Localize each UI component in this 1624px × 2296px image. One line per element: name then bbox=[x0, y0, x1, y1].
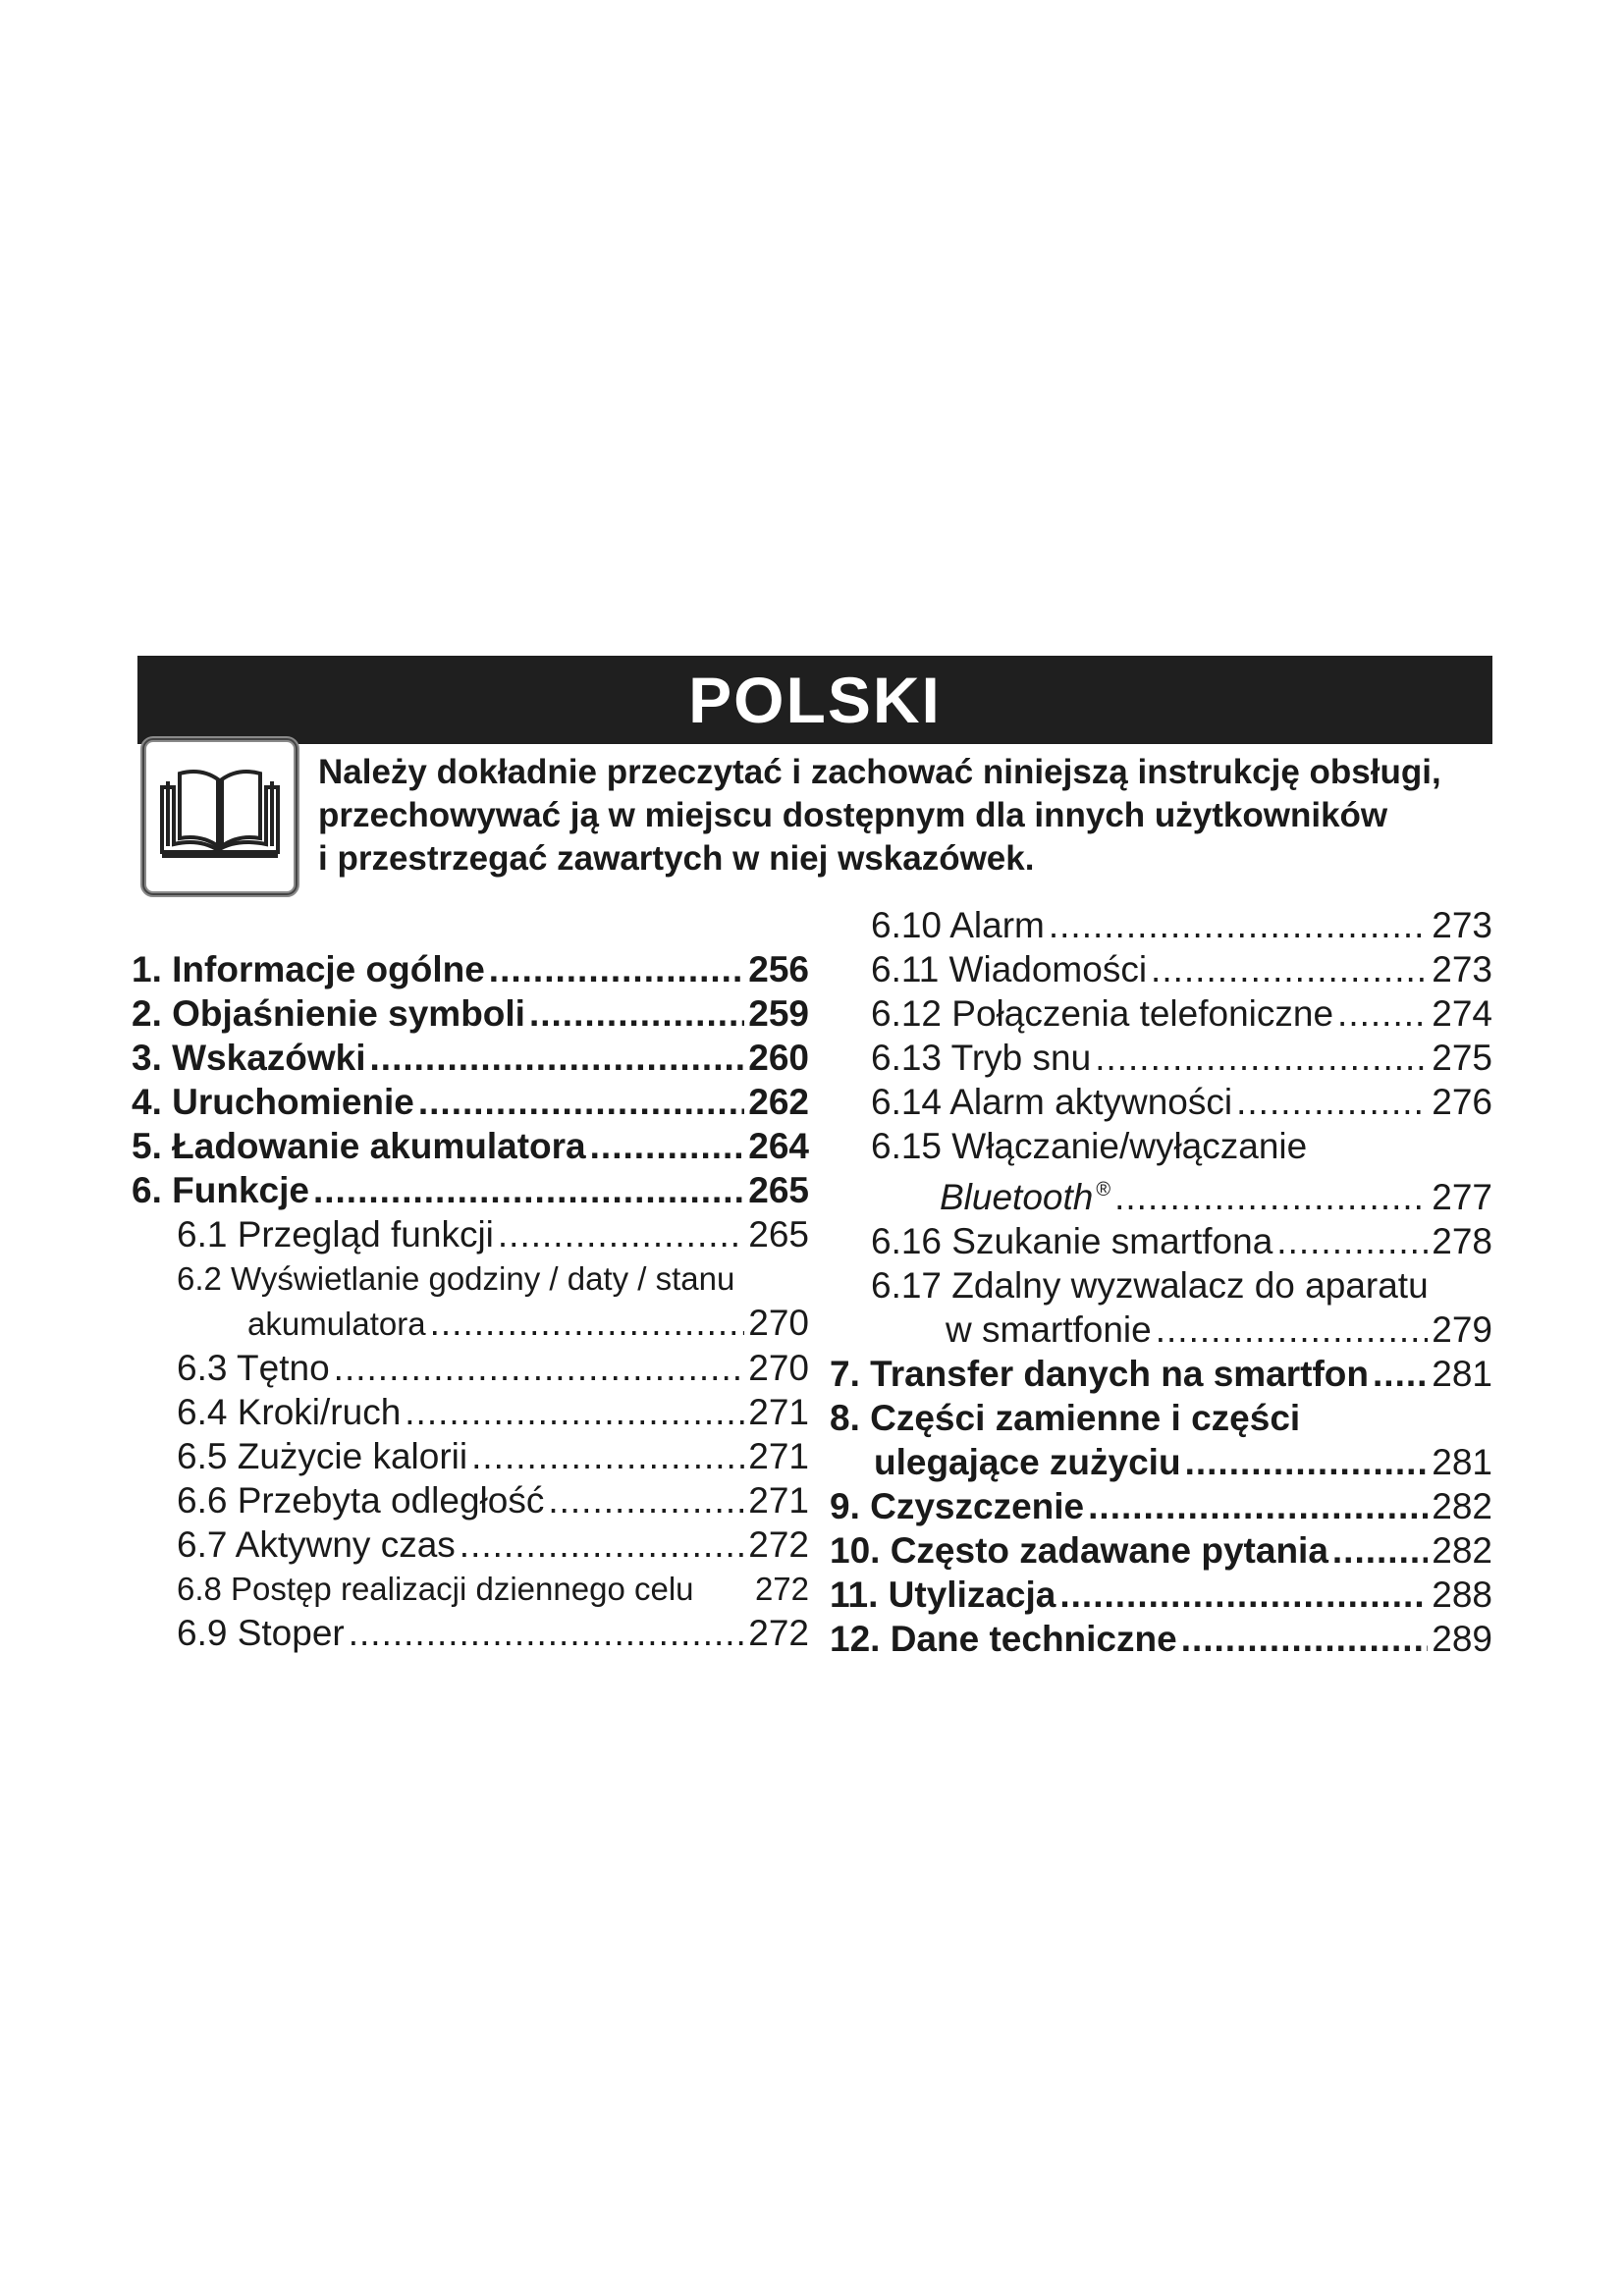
toc-entry-page: 282 bbox=[1432, 1486, 1492, 1526]
toc-entry-6-6[interactable] bbox=[132, 1478, 809, 1522]
toc-entry-9[interactable] bbox=[830, 1484, 1492, 1528]
toc-entry-page: 264 bbox=[748, 1126, 809, 1166]
toc-entry-page: 275 bbox=[1432, 1038, 1492, 1078]
toc-entry-title: 6.3 Tętno bbox=[177, 1348, 330, 1388]
toc-entry-12[interactable] bbox=[830, 1617, 1492, 1661]
toc-entry-6-2-title[interactable]: 6.2 Wyświetlanie godziny / daty / stanu bbox=[177, 1260, 735, 1297]
toc-entry-continuation bbox=[830, 1168, 1110, 1219]
toc-entry-title: 6.8 Postęp realizacji dziennego celu bbox=[177, 1571, 694, 1607]
intro-notice bbox=[318, 751, 1516, 881]
toc-entry-page: 271 bbox=[748, 1436, 809, 1476]
toc-entry-title: 4. Uruchomienie bbox=[132, 1082, 414, 1122]
toc-entry-6-11[interactable] bbox=[830, 947, 1492, 991]
toc-entry-7[interactable] bbox=[830, 1352, 1492, 1396]
toc-entry-page: 276 bbox=[1432, 1082, 1492, 1122]
toc-entry-6-5[interactable] bbox=[132, 1434, 809, 1478]
toc-entry-6-12[interactable] bbox=[830, 991, 1492, 1036]
toc-entry-title: 6.7 Aktywny czas bbox=[177, 1524, 456, 1565]
toc-entry-title: 6. Funkcje bbox=[132, 1170, 309, 1210]
section-header-bar bbox=[137, 656, 1492, 744]
toc-entry-6-2[interactable] bbox=[132, 1301, 809, 1346]
toc-entry-continuation: w smartfonie bbox=[946, 1309, 1152, 1350]
toc-entry-page: 262 bbox=[748, 1082, 809, 1122]
toc-entry-6-10[interactable] bbox=[830, 903, 1492, 947]
toc-entry-page: 270 bbox=[748, 1303, 809, 1343]
toc-entry-title: 6.6 Przebyta odległość bbox=[177, 1480, 545, 1521]
toc-entry-8-title[interactable]: 8. Części zamienne i części bbox=[830, 1398, 1301, 1438]
leader-dots bbox=[1185, 1440, 1429, 1484]
leader-dots bbox=[1151, 947, 1428, 991]
registered-mark: ® bbox=[1096, 1179, 1111, 1201]
toc-entry-title: 6.10 Alarm bbox=[871, 905, 1045, 945]
toc-entry-page: 259 bbox=[748, 993, 809, 1034]
leader-dots bbox=[1181, 1617, 1429, 1661]
toc-entry-page: 277 bbox=[1432, 1177, 1492, 1217]
toc-entry-6-17[interactable] bbox=[830, 1308, 1492, 1352]
toc-entry-page: 274 bbox=[1432, 993, 1492, 1034]
toc-entry-title: 3. Wskazówki bbox=[132, 1038, 366, 1078]
bluetooth-label: Bluetooth bbox=[940, 1177, 1094, 1217]
intro-line: przechowywać ją w miejscu dostępnym dla innych użytkowników bbox=[318, 796, 1388, 834]
toc-entry-title: 6.1 Przegląd funkcji bbox=[177, 1214, 494, 1255]
leader-dots bbox=[1337, 991, 1428, 1036]
toc-entry-title: 9. Czyszczenie bbox=[830, 1486, 1085, 1526]
leader-dots bbox=[313, 1168, 744, 1212]
leader-dots bbox=[334, 1346, 745, 1390]
leader-dots bbox=[418, 1080, 744, 1124]
toc-entry-2[interactable] bbox=[132, 991, 809, 1036]
toc-entry-6-9[interactable] bbox=[132, 1611, 809, 1655]
toc-entry-title: 6.11 Wiadomości bbox=[871, 949, 1148, 989]
toc-entry-6-14[interactable] bbox=[830, 1080, 1492, 1124]
toc-entry-title: 6.14 Alarm aktywności bbox=[871, 1082, 1233, 1122]
toc-entry-title: 1. Informacje ogólne bbox=[132, 949, 485, 989]
leader-dots bbox=[1049, 903, 1428, 947]
toc-entry-page: 272 bbox=[754, 1571, 809, 1607]
toc-entry-6-17-title[interactable]: 6.17 Zdalny wyzwalacz do aparatu bbox=[871, 1265, 1429, 1306]
leader-dots bbox=[370, 1036, 745, 1080]
page-title: POLSKI bbox=[688, 664, 942, 736]
toc-entry-continuation: akumulatora bbox=[247, 1306, 426, 1342]
toc-entry-title: 5. Ładowanie akumulatora bbox=[132, 1126, 586, 1166]
toc-entry-page: 273 bbox=[1432, 949, 1492, 989]
book-icon bbox=[140, 736, 299, 897]
leader-dots bbox=[1059, 1573, 1428, 1617]
leader-dots bbox=[1332, 1528, 1428, 1573]
intro-line: i przestrzegać zawartych w niej wskazówek. bbox=[318, 839, 1035, 878]
toc-entry-page: 272 bbox=[748, 1613, 809, 1653]
toc-entry-title: 6.13 Tryb snu bbox=[871, 1038, 1092, 1078]
toc-entry-page: 278 bbox=[1432, 1221, 1492, 1261]
toc-entry-page: 281 bbox=[1432, 1354, 1492, 1394]
toc-entry-3[interactable] bbox=[132, 1036, 809, 1080]
toc-entry-page: 289 bbox=[1432, 1619, 1492, 1659]
toc-entry-4[interactable] bbox=[132, 1080, 809, 1124]
leader-dots bbox=[1114, 1175, 1428, 1219]
toc-entry-page: 265 bbox=[748, 1214, 809, 1255]
toc-entry-title: 6.5 Zużycie kalorii bbox=[177, 1436, 468, 1476]
toc-entry-6-16[interactable] bbox=[830, 1219, 1492, 1263]
toc-entry-page: 265 bbox=[748, 1170, 809, 1210]
toc-entry-6-3[interactable] bbox=[132, 1346, 809, 1390]
toc-entry-page: 281 bbox=[1432, 1442, 1492, 1482]
toc-right-column bbox=[830, 903, 1492, 1661]
leader-dots bbox=[1236, 1080, 1428, 1124]
toc-entry-continuation: ulegające zużyciu bbox=[874, 1442, 1181, 1482]
leader-dots bbox=[529, 991, 744, 1036]
toc-entry-title: 10. Często zadawane pytania bbox=[830, 1530, 1328, 1571]
leader-dots bbox=[548, 1478, 744, 1522]
leader-dots bbox=[1276, 1219, 1428, 1263]
toc-entry-title: 6.9 Stoper bbox=[177, 1613, 345, 1653]
toc-entry-5[interactable] bbox=[132, 1124, 809, 1168]
toc-entry-page: 279 bbox=[1432, 1309, 1492, 1350]
toc-entry-page: 271 bbox=[748, 1480, 809, 1521]
leader-dots bbox=[349, 1611, 745, 1655]
leader-dots bbox=[460, 1522, 744, 1567]
toc-entry-title: 2. Objaśnienie symboli bbox=[132, 993, 525, 1034]
toc-entry-title: 6.12 Połączenia telefoniczne bbox=[871, 993, 1334, 1034]
toc-entry-1[interactable] bbox=[132, 947, 809, 991]
leader-dots bbox=[590, 1124, 745, 1168]
toc-entry-10[interactable] bbox=[830, 1528, 1492, 1573]
toc-entry-11[interactable] bbox=[830, 1573, 1492, 1617]
toc-entry-6-15[interactable] bbox=[830, 1168, 1492, 1219]
leader-dots bbox=[1373, 1352, 1428, 1396]
leader-dots bbox=[1156, 1308, 1429, 1352]
toc-entry-title: 6.4 Kroki/ruch bbox=[177, 1392, 402, 1432]
leader-dots bbox=[405, 1390, 744, 1434]
leader-dots bbox=[471, 1434, 744, 1478]
toc-entry-page: 282 bbox=[1432, 1530, 1492, 1571]
leader-dots bbox=[1088, 1484, 1428, 1528]
toc-entry-title: 6.16 Szukanie smartfona bbox=[871, 1221, 1273, 1261]
toc-entry-6-7[interactable] bbox=[132, 1522, 809, 1567]
toc-entry-8[interactable] bbox=[830, 1440, 1492, 1484]
toc-entry-page: 273 bbox=[1432, 905, 1492, 945]
toc-entry-6-13[interactable] bbox=[830, 1036, 1492, 1080]
leader-dots bbox=[1095, 1036, 1428, 1080]
toc-entry-page: 256 bbox=[748, 949, 809, 989]
toc-entry-page: 270 bbox=[748, 1348, 809, 1388]
leader-dots bbox=[430, 1301, 745, 1345]
toc-entry-title: 12. Dane techniczne bbox=[830, 1619, 1177, 1659]
toc-entry-6[interactable] bbox=[132, 1168, 809, 1212]
toc-entry-page: 272 bbox=[748, 1524, 809, 1565]
toc-entry-page: 260 bbox=[748, 1038, 809, 1078]
toc-entry-6-8[interactable] bbox=[132, 1567, 809, 1611]
toc-entry-title: 11. Utylizacja bbox=[830, 1575, 1056, 1615]
toc-entry-page: 271 bbox=[748, 1392, 809, 1432]
toc-entry-6-4[interactable] bbox=[132, 1390, 809, 1434]
leader-dots bbox=[498, 1212, 744, 1256]
toc-entry-6-1[interactable] bbox=[132, 1212, 809, 1256]
toc-entry-6-15-title[interactable]: 6.15 Włączanie/wyłączanie bbox=[871, 1126, 1308, 1166]
intro-line: Należy dokładnie przeczytać i zachować niniejszą instrukcję obsługi, bbox=[318, 753, 1441, 791]
toc-left-column bbox=[132, 947, 809, 1655]
leader-dots bbox=[489, 947, 744, 991]
toc-entry-page: 288 bbox=[1432, 1575, 1492, 1615]
toc-entry-title: 7. Transfer danych na smartfon bbox=[830, 1354, 1370, 1394]
